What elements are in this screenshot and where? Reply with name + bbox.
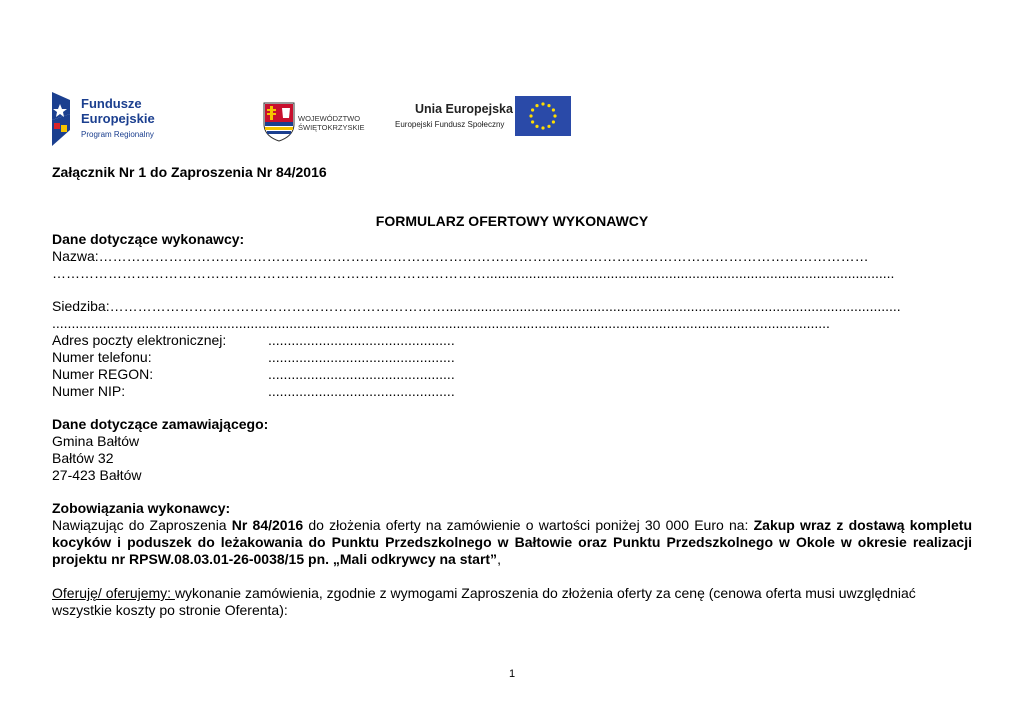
client-line1: Gmina Bałtów (52, 433, 140, 449)
nip-label: Numer NIP: (52, 383, 126, 399)
woj-logo-line1: WOJEWÓDZTWO (298, 114, 361, 123)
contractor-heading: Dane dotyczące wykonawcy: (52, 231, 245, 247)
p1-part-e: , (497, 551, 501, 567)
woj-logo-line2: ŚWIĘTOKRZYSKIE (298, 123, 365, 132)
coat-of-arms-icon (262, 100, 296, 142)
ue-logo-line1: Unia Europejska (415, 102, 513, 116)
obligations-heading: Zobowiązania wykonawcy: (52, 500, 231, 516)
nip-value: ................................................ (268, 383, 455, 399)
fe-logo-line1: Fundusze (81, 96, 142, 111)
p1-part-a: Nawiązując do Zaproszenia (52, 517, 232, 533)
client-line3: 27-423 Bałtów (52, 467, 142, 483)
wojewodztwo-logo (262, 100, 372, 142)
offer-label: Oferuję/ oferujemy: (52, 585, 175, 601)
fe-logo-line2: Europejskie (81, 111, 155, 126)
fe-star-icon (52, 90, 76, 146)
client-line2: Bałtów 32 (52, 450, 114, 466)
contractor-name-line: Nazwa:………………………………………………………………………………………………………………………………………………… (52, 248, 869, 264)
unia-europejska-logo (395, 96, 575, 138)
p1-part-c: do złożenia oferty na zamówienie o wartości poniżej 30 000 Euro na: (303, 517, 754, 533)
fe-logo-line3: Program Regionalny (81, 130, 154, 139)
form-title: FORMULARZ OFERTOWY WYKONAWCY (375, 213, 649, 229)
p1-part-b: Nr 84/2016 (231, 517, 304, 533)
regon-label: Numer REGON: (52, 366, 154, 382)
contractor-seat-line2: ........................................................................................................................................................................................................ (52, 315, 830, 331)
offer-paragraph (52, 585, 972, 619)
offer-text: wykonanie zamówienia, zgodnie z wymogami Zaproszenia do złożenia oferty za cenę (cenowa oferta musi uwzględniać wszystkie koszty po stronie Oferenta): (52, 585, 916, 618)
eu-flag-icon (515, 96, 571, 136)
p1-part-d: Zakup wraz z dostawą kompletu kocyków i poduszek do leżakowania do Punktu Przedszkolnego w Bałtowie oraz Punktu Przedszkolnego w Okole w okresie realizacji projektu nr RPSW.08.03.01-26-0038/15 pn. „Mali odkrywcy na start” (52, 517, 972, 567)
contractor-seat-line: Siedziba:………………………………………………………………..................................................................................................................... (52, 298, 901, 314)
fundusze-europejskie-logo (52, 90, 162, 146)
client-heading: Dane dotyczące zamawiającego: (52, 416, 269, 432)
regon-value: ................................................ (268, 366, 455, 382)
page-number: 1 (508, 668, 516, 680)
phone-value: ................................................ (268, 349, 455, 365)
ue-logo-line2: Europejski Fundusz Społeczny (395, 120, 505, 129)
annex-title: Załącznik Nr 1 do Zaproszenia Nr 84/2016 (52, 164, 327, 180)
email-label: Adres poczty elektronicznej: (52, 332, 227, 348)
email-value: ................................................ (268, 332, 455, 348)
contractor-name-line2: …………………………………………………………………………………......................................................................................................... (52, 265, 895, 281)
obligations-paragraph (52, 517, 972, 568)
phone-label: Numer telefonu: (52, 349, 152, 365)
